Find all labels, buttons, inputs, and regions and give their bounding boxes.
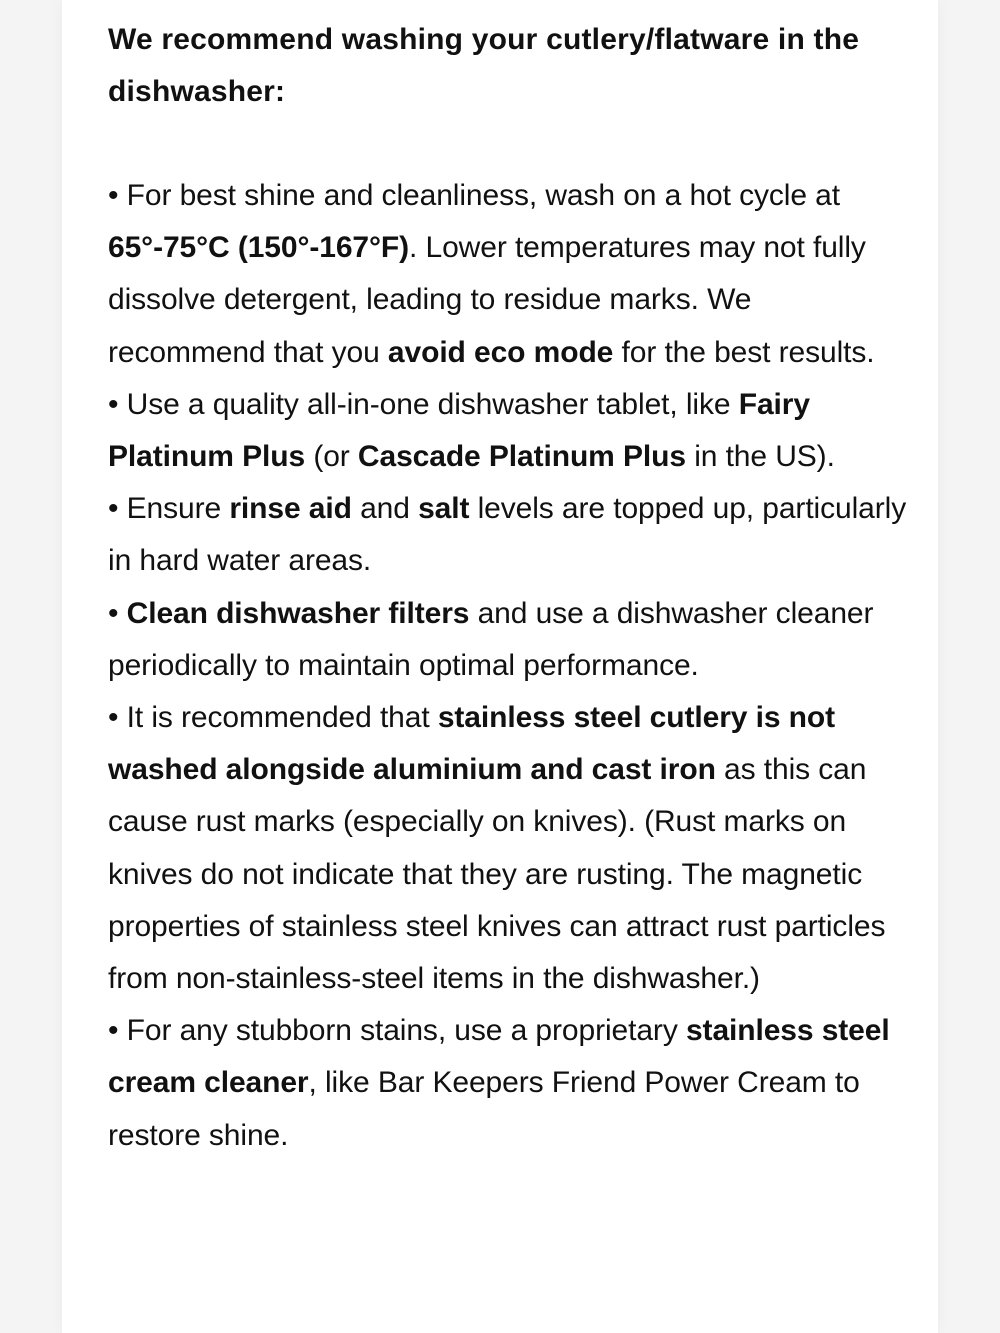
bullet-mark: • <box>108 492 119 526</box>
bullet-text: , like Bar Keepers Friend Power Cream to restore shine. <box>108 1066 860 1152</box>
bullet-text: For best shine and cleanliness, wash on a hot cycle at <box>118 179 840 212</box>
bullet-text: for the best results. <box>613 335 875 369</box>
bullet-text: For any stubborn stains, use a proprietary <box>118 1014 686 1048</box>
avoid-eco-mode: avoid eco mode <box>387 335 614 369</box>
bullet-rinse-aid <box>108 483 908 587</box>
bullet-text: Ensure <box>118 492 230 526</box>
bullet-mark: • <box>108 596 119 630</box>
blank-line <box>108 118 908 170</box>
bullet-hot-cycle <box>108 170 908 379</box>
bullet-text: in the US). <box>685 440 835 474</box>
fairy-product: Fairy Platinum Plus <box>108 387 810 474</box>
clean-filters: Clean dishwasher filters <box>118 596 470 630</box>
care-heading: We recommend washing your cutlery/flatware in the dishwasher: <box>108 23 860 108</box>
bullet-text: (or <box>305 440 358 474</box>
bullet-mark: • <box>108 387 119 421</box>
care-instructions <box>108 14 908 1162</box>
bullet-tablet <box>108 379 908 483</box>
cream-cleaner: stainless steel cream cleaner <box>108 1014 890 1100</box>
bullet-rust <box>108 692 908 1005</box>
bullet-text: as this can cause rust marks (especially on knives). (Rust marks on knives do not indicate that they are rusting. The magnetic properties of stainless steel knives can attract rust particles from non-stainless-steel items in the dishwasher.) <box>108 753 886 996</box>
bullet-filters <box>108 588 908 692</box>
bullet-mark: • <box>108 1014 119 1048</box>
bullet-mark: • <box>108 701 119 735</box>
bullet-text: levels are topped up, particularly in hard water areas. <box>108 492 907 578</box>
bullet-stains <box>108 1005 908 1162</box>
bullet-text: Use a quality all-in-one dishwasher tablet, like <box>118 387 739 421</box>
bullet-mark: • <box>108 179 119 212</box>
bullet-text: . Lower temperatures may not fully dissolve detergent, leading to residue marks. We recommend that you <box>108 231 866 369</box>
bullet-text: and use a dishwasher cleaner periodically to maintain optimal performance. <box>108 596 874 682</box>
bullet-text: and <box>351 492 419 526</box>
temperature-range: 65°-75°C (150°-167°F) <box>108 231 410 265</box>
cascade-product: Cascade Platinum Plus <box>357 440 686 474</box>
document-page <box>62 0 938 1333</box>
separate-metals-warning: stainless steel cutlery is not washed alongside aluminium and cast iron <box>108 701 835 787</box>
bullet-text: It is recommended that <box>118 701 438 735</box>
rinse-aid: rinse aid <box>229 492 352 526</box>
salt: salt <box>418 492 470 526</box>
